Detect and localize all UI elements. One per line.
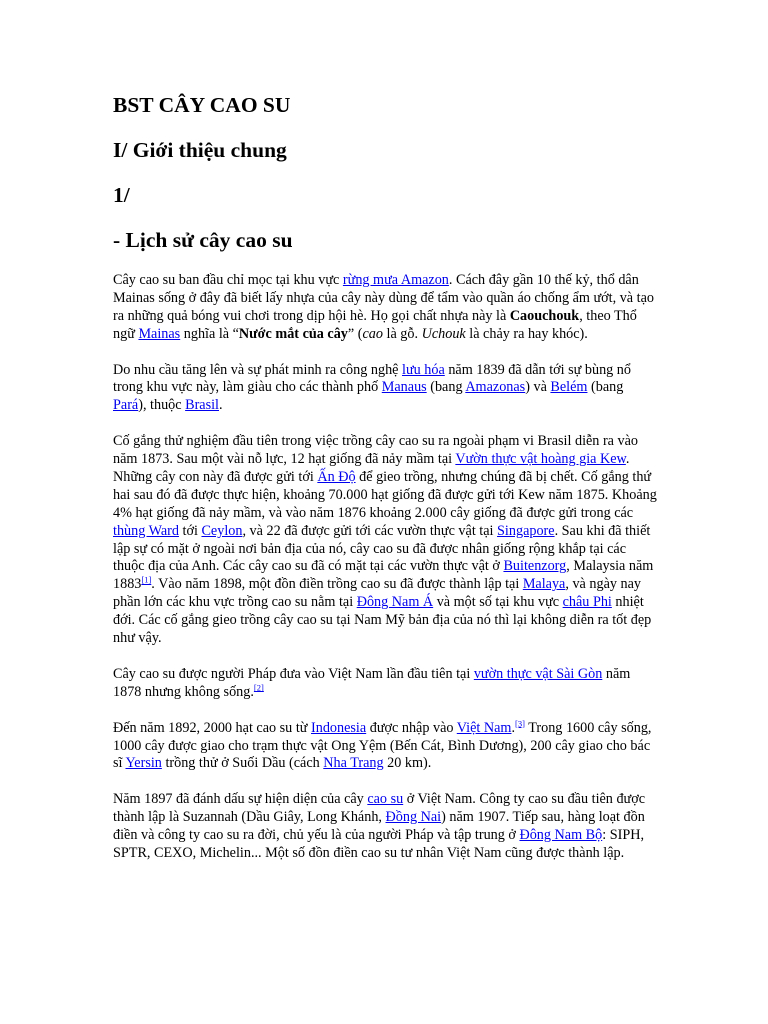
paragraph-vietnam-intro [113,666,658,702]
text: Năm 1897 đã đánh dấu sự hiện diện của cây [113,791,368,808]
text: Trong 1600 cây sống, 1000 cây được giao cho trạm thực vật Ong Yệm (Bến Cát, Bình Dương), 200 cây giao cho bác sĩ [113,719,652,772]
text: Cố gắng thử nghiệm đầu tiên trong việc trồng cây cao su ra ngoài phạm vi Brasil diễn ra vào năm 1873. Sau một vài nỗ lực, 12 hạt giống đã nảy mầm tại [113,433,638,468]
text: nghĩa là “ [180,325,239,342]
link-kew-gardens[interactable]: Vườn thực vật hoàng gia Kew [455,451,626,468]
text: , và ngày nay phần lớn các khu vực trồng cao su nằm tại [113,576,642,611]
text: Cây cao su được người Pháp đưa vào Việt Nam lần đầu tiên tại [113,665,474,682]
text: . Vào năm 1898, một đồn điền trồng cao su đã được thành lập tại [151,576,523,593]
footnote-ref [515,718,525,728]
link-buitenzorg[interactable]: Buitenzorg [503,558,567,575]
link-mainas[interactable]: Mainas [138,325,181,342]
text: ) năm 1907. Tiếp sau, hàng loạt đồn điền và công ty cao su ra đời, chủ yếu là của người Pháp và tập trung ở [113,809,645,844]
text: ) và [525,379,551,396]
footnote-ref [254,682,264,692]
link-dong-nai[interactable]: Đồng Nai [385,809,442,826]
section-number-heading: 1/ [113,183,130,207]
link-ceylon[interactable]: Ceylon [201,522,243,539]
link-manaus[interactable]: Manaus [381,379,427,396]
text: . [511,719,516,736]
section-heading: I/ Giới thiệu chung [113,138,287,162]
paragraph-origin [113,272,658,344]
link-dong-nam-bo[interactable]: Đông Nam Bộ [519,827,603,844]
paragraph-vulcanization [113,362,658,416]
footnote-link-3[interactable]: [3] [515,717,525,728]
text: , Malaysia năm 1883 [113,558,654,593]
text: năm 1878 nhưng không sống. [113,665,631,700]
text: và một số tại khu vực [433,594,563,611]
link-brasil[interactable]: Brasil [185,397,219,414]
text: ” ( [347,325,363,342]
link-amazon-rainforest[interactable]: rừng mưa Amazon [342,272,449,288]
link-saigon-botanical-garden[interactable]: vườn thực vật Sài Gòn [473,665,603,682]
link-singapore[interactable]: Singapore [497,522,555,539]
text: Do nhu cầu tăng lên và sự phát minh ra công nghệ [113,361,403,378]
text: 20 km). [383,755,432,772]
text: là gỗ. [382,325,422,342]
text: ở Việt Nam. Công ty cao su đầu tiên được thành lập là Suzannah (Dầu Giây, Long Khánh, [113,791,646,826]
text: Cây cao su ban đầu chỉ mọc tại khu vực [113,272,343,288]
link-vulcanization[interactable]: lưu hóa [402,361,445,378]
text: , và 22 đã được gửi tới các vườn thực vật tại [242,522,498,539]
link-indonesia[interactable]: Indonesia [311,719,367,736]
text: . Những cây con này đã được gửi tới [113,451,630,485]
text: , theo Thổ ngữ [113,307,637,342]
text: ), thuộc [138,397,186,414]
subsection-heading: - Lịch sử cây cao su [113,228,293,252]
document-title: BST CÂY CAO SU [113,93,291,117]
link-wardian-case[interactable]: thùng Ward [113,522,179,539]
link-india[interactable]: Ấn Độ [317,468,356,485]
link-amazonas[interactable]: Amazonas [465,379,526,396]
italic-term: cao [362,325,383,342]
link-cao-su[interactable]: cao su [367,791,404,808]
text: được nhập vào [366,719,457,736]
link-vietnam[interactable]: Việt Nam [456,719,512,736]
text: tới [178,522,202,539]
text: trồng thử ở Suối Dầu (cách [161,755,324,772]
link-para[interactable]: Pará [113,397,139,414]
paragraph-spread [113,433,658,648]
link-nha-trang[interactable]: Nha Trang [323,755,384,772]
bold-term: Nước mắt của cây [238,325,348,342]
link-malaya[interactable]: Malaya [522,576,566,593]
link-africa[interactable]: châu Phi [562,594,612,611]
text: Đến năm 1892, 2000 hạt cao su từ [113,719,312,736]
link-yersin[interactable]: Yersin [125,755,162,772]
text: (bang [426,379,466,396]
text: là chảy ra hay khóc). [465,325,588,342]
document-page [113,90,658,881]
text: nhiệt đới. Các cố gắng gieo trồng cây cao su tại Nam Mỹ bản địa của nó thì lại không diễn ra tốt đẹp như vậy. [113,594,652,647]
paragraph-1897 [113,791,658,863]
bold-term: Caouchouk [509,307,580,324]
paragraph-1892 [113,717,658,774]
italic-term: Uchouk [421,325,466,342]
text: : SIPH, SPTR, CEXO, Michelin... Một số đồn điền cao su tư nhân Việt Nam cũng được thành lập. [113,827,645,861]
footnote-ref [141,575,151,585]
text: (bang [587,379,624,396]
link-belem[interactable]: Belém [550,379,588,396]
link-southeast-asia[interactable]: Đông Nam Á [356,594,434,611]
text: để gieo trồng, nhưng chúng đã bị chết. Cố gắng thứ hai sau đó đã được thực hiện, khoảng 70.000 hạt giống đã được gửi tới Kew năm 1875. Khoảng 4% hạt giống đã nảy mầm, và vào năm 1876 khoảng 2.000 cây giống đã được gửi trong các [113,468,657,521]
text: năm 1839 đã dẫn tới sự bùng nổ trong khu vực này, làm giàu cho các thành phố [113,361,631,396]
text: . Cách đây gần 10 thế kỷ, thổ dân Mainas sống ở đây đã biết lấy nhựa của cây này dùng để tẩm vào quần áo chống ẩm ướt, và tạo ra những quả bóng vui chơi trong dịp hội hè. Họ gọi chất nhựa này là [113,272,654,324]
text: . Sau khi đã thiết lập sự có mặt ở ngoài nơi bản địa của nó, cây cao su đã được nhân giống rộng khắp tại các thuộc địa của Anh. Các cây cao su đã có mặt tại các vườn thực vật ở [113,522,651,575]
text: . [219,397,223,414]
footnote-link-2[interactable]: [2] [253,682,264,693]
footnote-link-1[interactable]: [1] [141,574,152,585]
